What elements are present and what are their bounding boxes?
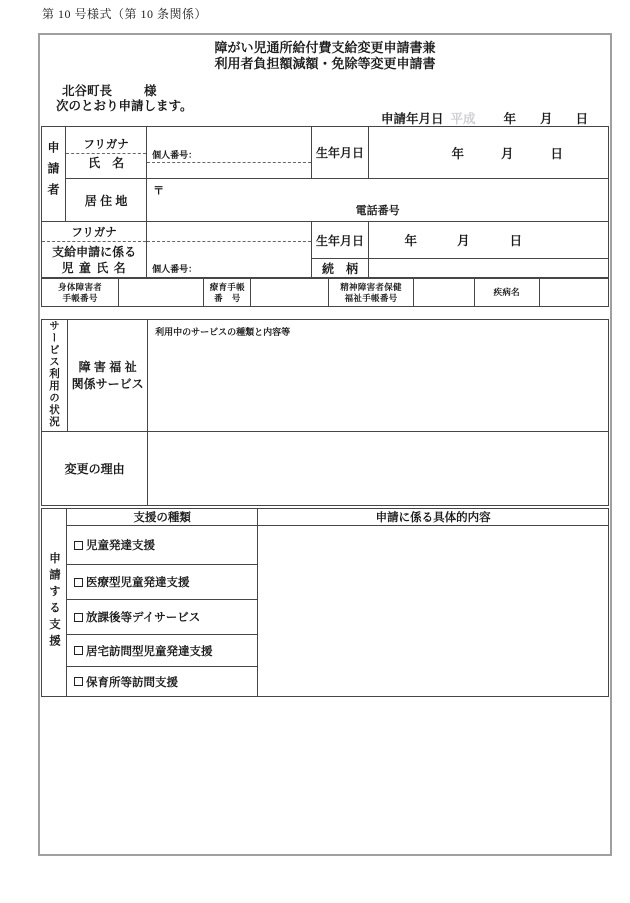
applicant-day-unit: 日 xyxy=(550,146,563,161)
child-name-label-cell xyxy=(42,222,147,278)
support-option-label: 居宅訪問型児童発達支援 xyxy=(86,645,213,658)
applicant-year-unit: 年 xyxy=(451,146,464,161)
change-reason-field[interactable] xyxy=(148,432,609,506)
form-number: 第 10 号様式（第 10 条関係） xyxy=(42,7,208,21)
applicant-birthdate-label: 生年月日 xyxy=(312,127,368,179)
checkbox-icon[interactable] xyxy=(74,541,83,550)
handbook-table xyxy=(41,278,609,307)
support-option-row[interactable] xyxy=(67,600,258,635)
year-unit: 年 xyxy=(503,112,517,126)
child-name-label-line2: 児 童 氏 名 xyxy=(61,261,127,275)
child-name-field[interactable] xyxy=(147,222,312,278)
child-day-unit: 日 xyxy=(509,234,523,248)
relation-field[interactable] xyxy=(368,259,608,278)
applicant-name-field[interactable] xyxy=(147,127,312,179)
applicant-birthdate-field[interactable] xyxy=(368,127,608,179)
form-title-line2: 利用者負担額減額・免除等変更申請書 xyxy=(214,56,436,71)
child-birthdate-field[interactable] xyxy=(368,222,608,259)
support-option-row[interactable] xyxy=(67,667,258,697)
phone-number-label: 電話番号 xyxy=(355,205,400,217)
support-detail-field[interactable] xyxy=(258,526,609,697)
checkbox-icon[interactable] xyxy=(74,578,83,587)
support-option-label: 児童発達支援 xyxy=(86,540,156,552)
declaration-text: 次のとおり申請します。 xyxy=(56,99,193,113)
furigana-divider xyxy=(147,241,311,242)
applicant-month-unit: 月 xyxy=(500,146,514,161)
rehab-handbook-label: 療育手帳 番 号 xyxy=(204,279,251,307)
physical-handbook-field[interactable] xyxy=(119,279,204,307)
support-option-label: 保育所等訪問支援 xyxy=(86,676,179,689)
applicant-name-label-cell xyxy=(66,127,147,179)
addressee-name: 北谷町長 xyxy=(62,84,113,98)
checkbox-icon[interactable] xyxy=(74,613,83,622)
service-usage-side-label: サービス利用の状況 xyxy=(42,320,68,432)
support-option-row[interactable] xyxy=(67,635,258,667)
change-reason-label: 変更の理由 xyxy=(42,432,148,506)
checkbox-icon[interactable] xyxy=(74,646,83,655)
addressee-honorific: 様 xyxy=(144,84,157,98)
welfare-service-label: 障 害 福 祉 関係サービス xyxy=(68,320,148,432)
mental-handbook-label: 精神障害者保健 福祉手帳番号 xyxy=(329,279,413,307)
service-usage-table xyxy=(41,319,609,506)
applicant-table xyxy=(41,126,609,278)
checkbox-icon[interactable] xyxy=(74,677,83,686)
service-usage-field[interactable] xyxy=(148,320,609,432)
child-personal-number-label: 個人番号： xyxy=(152,264,198,274)
requested-support-side-label: 申請する支援 xyxy=(42,509,67,697)
physical-handbook-label: 身体障害者 手帳番号 xyxy=(42,279,119,307)
application-date-line xyxy=(381,109,588,127)
support-option-row[interactable] xyxy=(67,526,258,565)
support-type-header: 支援の種類 xyxy=(67,509,258,526)
applicant-personal-number-label: 個人番号： xyxy=(152,149,198,160)
application-date-label: 申請年月日 xyxy=(381,112,444,126)
child-furigana-label: フリガナ xyxy=(42,223,146,242)
support-option-label: 医療型児童発達支援 xyxy=(86,577,190,589)
support-detail-header: 申請に係る具体的内容 xyxy=(258,509,609,526)
rehab-handbook-field[interactable] xyxy=(251,279,329,307)
support-option-row[interactable] xyxy=(67,565,258,600)
day-unit: 日 xyxy=(575,112,589,126)
postal-mark: 〒 xyxy=(153,185,165,197)
applicant-side-label: 申請者 xyxy=(42,127,66,222)
child-month-unit: 月 xyxy=(457,234,470,248)
month-unit: 月 xyxy=(540,112,553,126)
relation-label: 続 柄 xyxy=(312,259,368,278)
service-usage-note: 利用中のサービスの種類と内容等 xyxy=(155,327,291,337)
form-title xyxy=(40,40,610,72)
requested-support-table xyxy=(41,508,609,697)
support-option-label: 放課後等デイサービス xyxy=(86,612,201,624)
form-title-line1: 障がい児通所給付費支給変更申請書兼 xyxy=(214,40,436,55)
applicant-furigana-label: フリガナ xyxy=(66,134,146,154)
child-name-label-line1: 支給申請に係る xyxy=(52,245,137,259)
era-watermark: 平成 xyxy=(450,112,476,126)
child-year-unit: 年 xyxy=(404,234,418,248)
disease-field[interactable] xyxy=(539,279,608,307)
mental-handbook-field[interactable] xyxy=(413,279,474,307)
applicant-name-label: 氏 名 xyxy=(88,156,125,170)
child-birthdate-label: 生年月日 xyxy=(312,222,368,259)
disease-label: 疾病名 xyxy=(474,279,539,307)
form-sheet xyxy=(38,33,612,856)
applicant-address-field[interactable] xyxy=(147,179,609,222)
applicant-address-label: 居 住 地 xyxy=(66,179,147,222)
